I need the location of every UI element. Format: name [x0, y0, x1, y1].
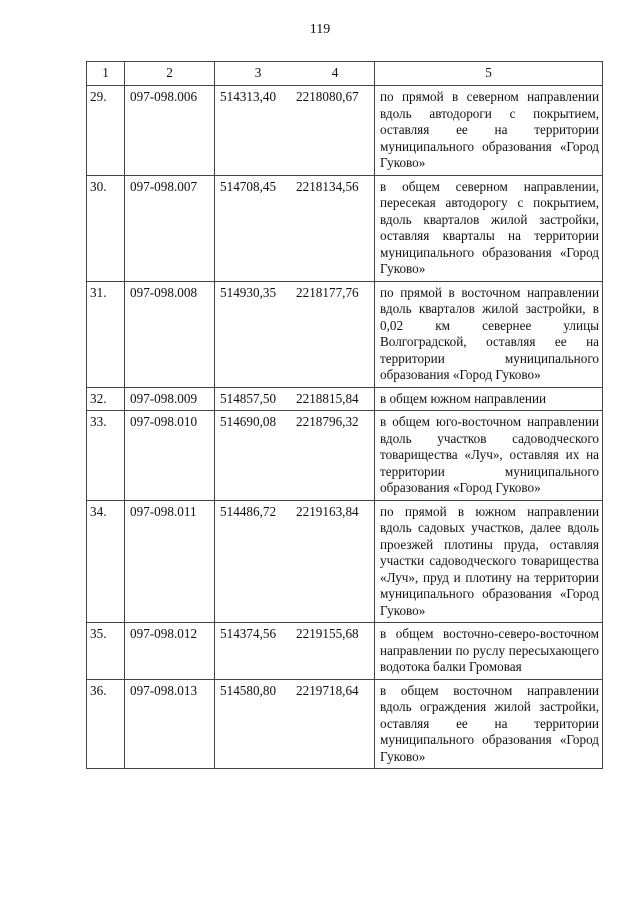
table-row — [87, 86, 603, 176]
coordinate-x: 514690,08 — [220, 414, 277, 429]
coordinate-x: 514374,56 — [220, 626, 277, 641]
coordinate-y: 2218796,32 — [296, 414, 359, 429]
coordinate-y: 2219155,68 — [296, 626, 359, 641]
table-row — [87, 175, 603, 281]
header-col-4: 4 — [331, 65, 339, 80]
row-number: 35. — [87, 623, 125, 680]
header-col-3-4 — [215, 62, 375, 86]
coordinates-cell — [215, 679, 375, 769]
coordinate-x: 514930,35 — [220, 284, 277, 300]
table-header-row — [87, 62, 603, 86]
boundary-description: в общем восточно-северо-восточном направлении по руслу пересыхающего водотока балки Громовая — [375, 623, 603, 680]
boundary-description: по прямой в южном направлении вдоль садовых участков, далее вдоль проезжей плотины пруда, оставляя участки садоводческого товарищества «Луч», пруд и плотину на территории муниципального образования «Город Гуково» — [375, 500, 603, 623]
coordinate-y: 2219718,64 — [296, 682, 359, 698]
table-row — [87, 411, 603, 501]
boundary-description: по прямой в восточном направлении вдоль кварталов жилой застройки, в 0,02 км севернее улицы Волгоградской, оставляя ее на территории муниципального образования «Город Гуково» — [375, 281, 603, 387]
point-code: 097-098.011 — [125, 500, 215, 623]
point-code: 097-098.006 — [125, 86, 215, 176]
header-col-5: 5 — [375, 62, 603, 86]
coordinate-y: 2218815,84 — [296, 390, 359, 406]
table-row — [87, 679, 603, 769]
coordinates-cell — [215, 623, 375, 680]
table-row — [87, 281, 603, 387]
boundary-description: в общем северном направлении, пересекая автодорогу с покрытием, вдоль кварталов жилой застройки, оставляя кварталы на территории муниципального образования «Город Гуково» — [375, 175, 603, 281]
point-code: 097-098.013 — [125, 679, 215, 769]
boundary-description: в общем восточном направлении вдоль ограждения жилой застройки, оставляя ее на территории муниципального образования «Город Гуково» — [375, 679, 603, 769]
coordinate-y: 2218134,56 — [296, 178, 359, 194]
coordinate-y: 2218177,76 — [296, 284, 359, 300]
header-col-1: 1 — [87, 62, 125, 86]
boundary-table — [86, 61, 603, 769]
coordinates-cell — [215, 281, 375, 387]
boundary-description: по прямой в северном направлении вдоль автодороги с покрытием, оставляя ее на территории муниципального образования «Город Гуково» — [375, 86, 603, 176]
point-code: 097-098.008 — [125, 281, 215, 387]
row-number: 32. — [87, 387, 125, 411]
coordinate-y: 2218080,67 — [296, 89, 359, 104]
coordinate-x: 514580,80 — [220, 682, 277, 698]
table-row — [87, 623, 603, 680]
coordinates-cell — [215, 387, 375, 411]
row-number: 30. — [87, 175, 125, 281]
row-number: 36. — [87, 679, 125, 769]
coordinate-x: 514486,72 — [220, 503, 277, 519]
coordinate-x: 514857,50 — [220, 390, 277, 406]
coordinates-cell — [215, 86, 375, 176]
boundary-description: в общем юго-восточном направлении вдоль участков садоводческого товарищества «Луч», оставляя их на территории муниципального образования «Город Гуково» — [375, 411, 603, 501]
header-col-2: 2 — [125, 62, 215, 86]
row-number: 34. — [87, 500, 125, 623]
coordinate-x: 514708,45 — [220, 178, 277, 194]
point-code: 097-098.010 — [125, 411, 215, 501]
page-number: 119 — [309, 22, 331, 37]
point-code: 097-098.012 — [125, 623, 215, 680]
coordinates-cell — [215, 411, 375, 501]
coordinate-x: 514313,40 — [220, 89, 277, 104]
row-number: 29. — [87, 86, 125, 176]
coordinates-cell — [215, 500, 375, 623]
coordinate-y: 2219163,84 — [296, 503, 359, 519]
table-row — [87, 500, 603, 623]
row-number: 31. — [87, 281, 125, 387]
boundary-description: в общем южном направлении — [375, 387, 603, 411]
table-row — [87, 387, 603, 411]
row-number: 33. — [87, 411, 125, 501]
point-code: 097-098.009 — [125, 387, 215, 411]
point-code: 097-098.007 — [125, 175, 215, 281]
header-col-3: 3 — [254, 65, 262, 80]
coordinates-cell — [215, 175, 375, 281]
